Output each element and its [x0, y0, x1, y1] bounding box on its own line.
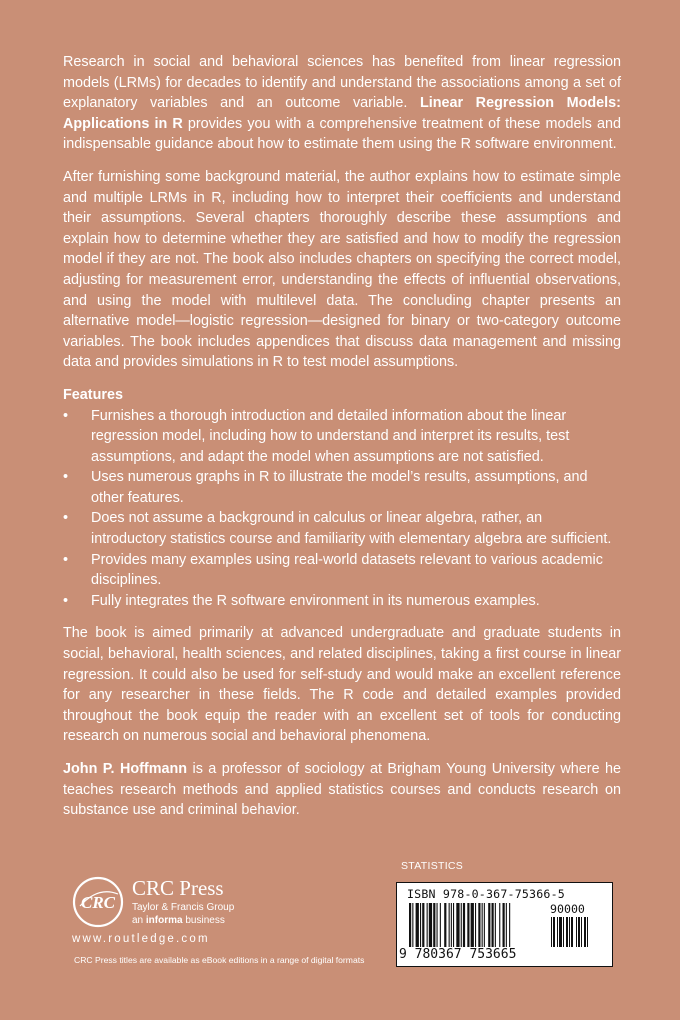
barcode-bar	[412, 903, 413, 947]
feature-item: • Fully integrates the R software environment in its numerous examples.	[63, 591, 621, 612]
barcode-bar	[463, 903, 465, 947]
barcode-bar	[433, 903, 435, 947]
barcode-addon-bar	[551, 917, 552, 947]
barcode-addon-bar	[557, 917, 558, 947]
barcode-bar	[420, 903, 421, 947]
barcode-addon-bar	[587, 917, 588, 947]
bullet-icon: •	[63, 510, 69, 527]
barcode-bar	[451, 903, 452, 947]
barcode-bar	[461, 903, 462, 947]
barcode-bar	[422, 903, 424, 947]
barcode-addon-bar	[584, 917, 586, 947]
barcode-bar	[409, 903, 411, 947]
barcode-addon-bar	[576, 917, 577, 947]
barcode-bar	[427, 903, 428, 947]
barcode-bar	[467, 903, 469, 947]
barcode-bar	[437, 903, 438, 947]
barcode-bar	[478, 903, 480, 947]
audience-paragraph: The book is aimed primarily at advanced undergraduate and graduate students in social, behavioral, health sciences, and related disciplines, taking a first course in linear regression. It could also be used for self-study and would make an excellent reference for any researcher in these fields. The R code and detailed examples provided throughout the book equip the reader with an excellent set of tools for conducting research on numerous social and behavioral phenomena.	[63, 625, 621, 745]
bullet-icon: •	[63, 407, 69, 424]
barcode-bar	[484, 903, 485, 947]
author-bio-text: is a professor of sociology at Brigham Young University where he teaches research methods and applied statistics courses and conducts research on substance use and criminal behavior.	[63, 761, 621, 819]
price-addon: 90000	[550, 902, 585, 916]
barcode-bar	[444, 903, 446, 947]
features-list	[63, 406, 621, 612]
informa-tagline: an informa business	[132, 915, 225, 926]
feature-item: • Does not assume a background in calculus or linear algebra, rather, an introductory statistics course and familiarity with elementary algebra are sufficient.	[63, 510, 612, 548]
barcode-bar	[429, 903, 432, 947]
barcode-bar	[506, 903, 507, 947]
barcode-bar	[509, 903, 510, 947]
barcode-bar	[499, 903, 500, 947]
barcode-addon-bar	[578, 917, 580, 947]
publisher-name: CRC Press	[132, 876, 224, 900]
barcode-bar	[416, 903, 419, 947]
publisher-website[interactable]: www.routledge.com	[72, 933, 210, 945]
intro-text-end: provides you with a comprehensive treatment of these models and indispensable guidance about how to estimate them using the R software environment.	[63, 115, 621, 153]
bullet-icon: •	[63, 551, 69, 568]
barcode-addon-bar	[559, 917, 562, 947]
intro-paragraph	[63, 52, 621, 155]
isbn-number: ISBN 978-0-367-75366-5	[407, 887, 565, 901]
bullet-icon: •	[63, 592, 69, 609]
barcode-bar	[503, 903, 505, 947]
barcode-addon-bar	[553, 917, 555, 947]
barcode-bar	[492, 903, 494, 947]
barcode-addon-bar	[563, 917, 564, 947]
back-cover-text	[63, 52, 621, 833]
barcode-bar	[495, 903, 496, 947]
barcode-addon-bar	[569, 917, 570, 947]
ebook-note: CRC Press titles are available as eBook editions in a range of digital formats	[74, 955, 365, 965]
barcode-bar	[475, 903, 476, 947]
barcode-bar	[456, 903, 459, 947]
book-title-inline: Linear Regression Models: Applications in R	[63, 95, 621, 132]
isbn-barcode	[396, 882, 613, 967]
feature-item: • Uses numerous graphs in R to illustrate the model’s results, assumptions, and other features.	[63, 469, 588, 506]
crc-logo-text: CRC	[80, 893, 116, 912]
barcode-addon-bar	[571, 917, 573, 947]
feature-item: • Furnishes a thorough introduction and detailed information about the linear regression model, including how to understand and interpret its results, test assumptions, and adapt the model when assumptions are not satisfied.	[63, 407, 570, 465]
intro-text-start: Research in social and behavioral sciences has benefited from linear regression models (LRMs) for decades to identify and understand the associations among a set of explanatory variables and an outcome variable.	[63, 54, 621, 112]
subject-category: STATISTICS	[401, 860, 464, 872]
barcode-bar	[453, 903, 454, 947]
barcode-bar	[488, 903, 490, 947]
crc-logo-icon	[72, 876, 124, 928]
barcode-bar	[449, 903, 450, 947]
features-heading: Features	[63, 386, 123, 403]
barcode-bar	[440, 903, 441, 947]
barcode-digits: 9 780367 753665	[399, 947, 517, 962]
publisher-group: Taylor & Francis Group	[132, 902, 235, 913]
description-paragraph: After furnishing some background material, the author explains how to estimate simple and multiple LRMs in R, including how to interpret their coefficients and understand their assumptions. Several chapters thoroughly describe these assumptions and explain how to determine whether they are satisfied and how to modify the regression model if they are not. The book also includes chapters on specifying the correct model, adjusting for measurement error, understanding the effects of influential observations, and using the model with multilevel data. The concluding chapter presents an alternative model—logistic regression—designed for binary or two-category outcome variables. The book includes appendices that discuss data management and missing data and provides simulations in R to test model assumptions.	[63, 168, 621, 371]
barcode-bar	[482, 903, 483, 947]
author-name: John P. Hoffmann	[63, 761, 188, 777]
barcode-bar	[471, 903, 474, 947]
bullet-icon: •	[63, 469, 69, 486]
barcode-addon-bar	[581, 917, 582, 947]
barcode-addon-bar	[566, 917, 568, 947]
feature-item: • Provides many examples using real-world datasets relevant to various academic disciplines.	[63, 551, 603, 589]
author-bio-paragraph	[63, 759, 621, 821]
